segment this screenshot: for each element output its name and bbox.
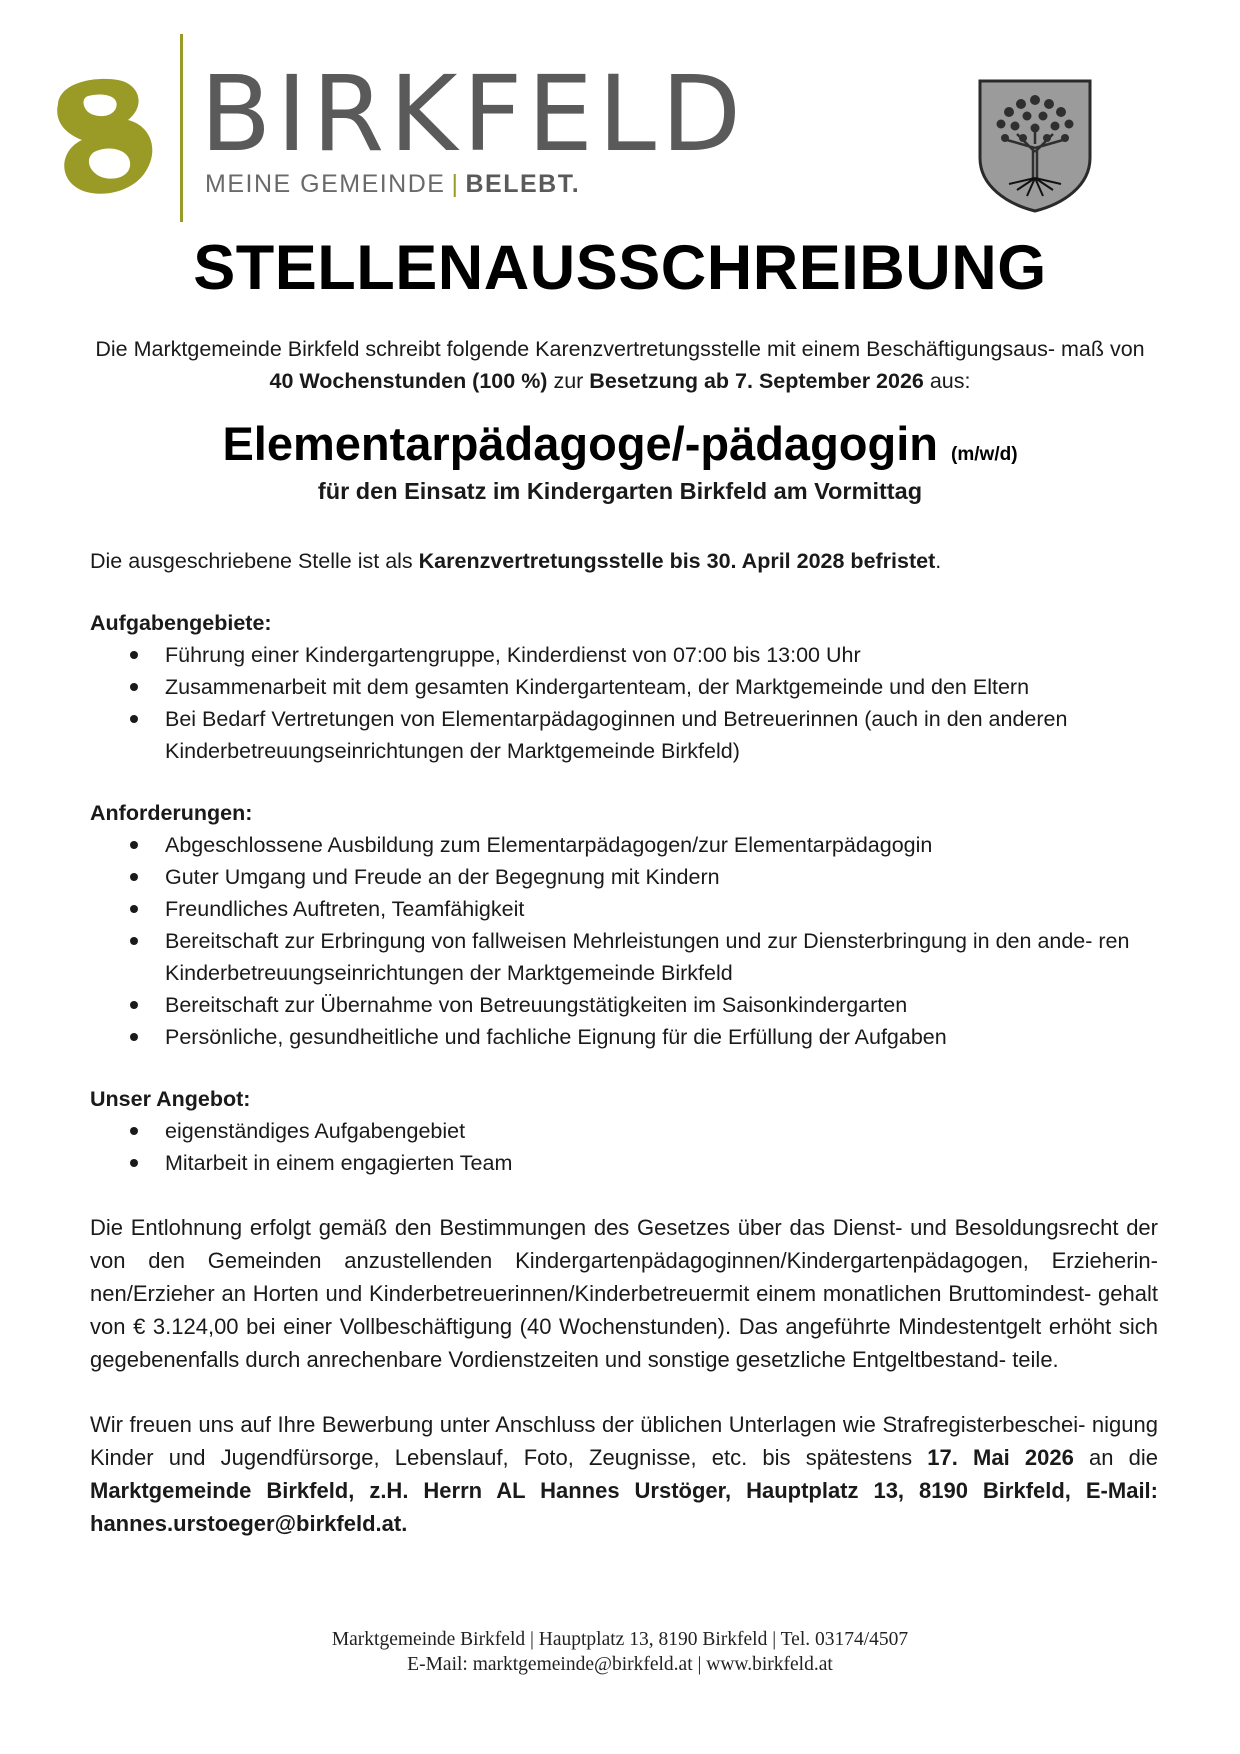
limited-text-1: Die ausgeschriebene Stelle ist als [90, 549, 419, 573]
list-item: Persönliche, gesundheitliche und fachliche Eignung für die Erfüllung der Aufgaben [90, 1021, 1158, 1053]
list-item: Zusammenarbeit mit dem gesamten Kindergartenteam, der Marktgemeinde und den Eltern [90, 671, 1158, 703]
tagline-part1: MEINE GEMEINDE [205, 170, 446, 198]
list-item: Abgeschlossene Ausbildung zum Elementarpädagogen/zur Elementarpädagogin [90, 829, 1158, 861]
intro-text-3: aus: [923, 369, 971, 393]
gender-note: (m/w/d) [951, 444, 1018, 465]
job-title [0, 416, 1240, 471]
requirements-list [90, 829, 1158, 1053]
page-footer [0, 1627, 1240, 1677]
list-item: Freundliches Auftreten, Teamfähigkeit [90, 893, 1158, 925]
application-address: Marktgemeinde Birkfeld, z.H. Herrn AL Hannes Urstöger, Hauptplatz 13, 8190 Birkfeld, E-Mail: hannes.urstoeger@birkfeld.at. [90, 1478, 1158, 1536]
document-body [90, 545, 1158, 1540]
tree-coat-of-arms-icon [977, 78, 1093, 214]
job-title-text: Elementarpädagoge/-pädagogin [222, 417, 938, 470]
footer-contact-line: E-Mail: marktgemeinde@birkfeld.at | www.birkfeld.at [407, 1654, 833, 1675]
tasks-list [90, 639, 1158, 767]
list-item: Guter Umgang und Freude an der Begegnung mit Kindern [90, 861, 1158, 893]
tagline-separator: | [451, 170, 460, 198]
intro-hours: 40 Wochenstunden (100 %) [269, 369, 548, 393]
limited-contract-note [90, 545, 1158, 577]
application-deadline: 17. Mai 2026 [927, 1445, 1074, 1470]
list-item: Bei Bedarf Vertretungen von Elementarpädagoginnen und Betreuerinnen (auch in den anderen Kinderbetreuungseinrichtungen der Marktgemeinde Birkfeld) [90, 703, 1158, 767]
list-item: Führung einer Kindergartengruppe, Kinderdienst von 07:00 bis 13:00 Uhr [90, 639, 1158, 671]
job-subtitle: für den Einsatz im Kindergarten Birkfeld am Vormittag [317, 478, 923, 504]
intro-text-1: Die Marktgemeinde Birkfeld schreibt folgende Karenzvertretungsstelle mit einem Beschäftigungsaus- maß von [95, 337, 1145, 361]
intro-text-2: zur [547, 369, 590, 393]
application-text-1: Wir freuen uns auf Ihre Bewerbung unter Anschluss der üblichen Unterlagen wie Strafregisterbeschei- nigung Kinder und Jugendfürsorge, Lebenslauf, Foto, Zeugnisse, etc. bis spätestens [90, 1412, 1158, 1470]
list-item: Bereitschaft zur Übernahme von Betreuungstätigkeiten im Saisonkindergarten [90, 989, 1158, 1021]
birkfeld-b-logo-icon [48, 74, 163, 199]
limited-term: Karenzvertretungsstelle bis 30. April 2028 befristet [418, 549, 936, 573]
limited-text-2: . [935, 549, 942, 573]
footer-address-line: Marktgemeinde Birkfeld | Hauptplatz 13, 8190 Birkfeld | Tel. 03174/4507 [331, 1629, 909, 1650]
list-item: eigenständiges Aufgabengebiet [90, 1115, 1158, 1147]
logo-divider [180, 34, 183, 222]
list-item: Mitarbeit in einem engagierten Team [90, 1147, 1158, 1179]
section-heading-requirements: Anforderungen: [90, 801, 253, 825]
offer-list [90, 1115, 1158, 1179]
application-text-2: an die [1073, 1445, 1158, 1470]
list-item: Bereitschaft zur Erbringung von fallweisen Mehrleistungen und zur Diensterbringung in den ande- ren Kinderbetreuungseinrichtungen der Marktgemeinde Birkfeld [90, 925, 1158, 989]
brand-tagline [205, 170, 580, 199]
intro-start-date: Besetzung ab 7. September 2026 [589, 369, 924, 393]
brand-name: BIRKFELD [200, 53, 747, 175]
page-title: STELLENAUSSCHREIBUNG [193, 233, 1047, 303]
tagline-part2: BELEBT. [465, 170, 581, 198]
salary-paragraph: Die Entlohnung erfolgt gemäß den Bestimmungen des Gesetzes über das Dienst- und Besoldungsrecht der von den Gemeinden anzustellenden Kindergartenpädagoginnen/Kindergartenpädagogen, Erzieherin- nen/Erzieher an Horten und Kinderbetreuerinnen/Kinderbetreuermit einem monatlichen Bruttomindest- gehalt von € 3.124,00 bei einer Vollbeschäftigung (40 Wochenstunden). Das angeführte Mindestentgelt erhöht sich gegebenenfalls durch anrechenbare Vordienstzeiten und sonstige gesetzliche Entgeltbestand- teile. [90, 1215, 1158, 1372]
intro-paragraph [90, 333, 1150, 397]
section-heading-offer: Unser Angebot: [90, 1087, 251, 1111]
application-paragraph [90, 1408, 1158, 1540]
section-heading-tasks: Aufgabengebiete: [90, 611, 272, 635]
